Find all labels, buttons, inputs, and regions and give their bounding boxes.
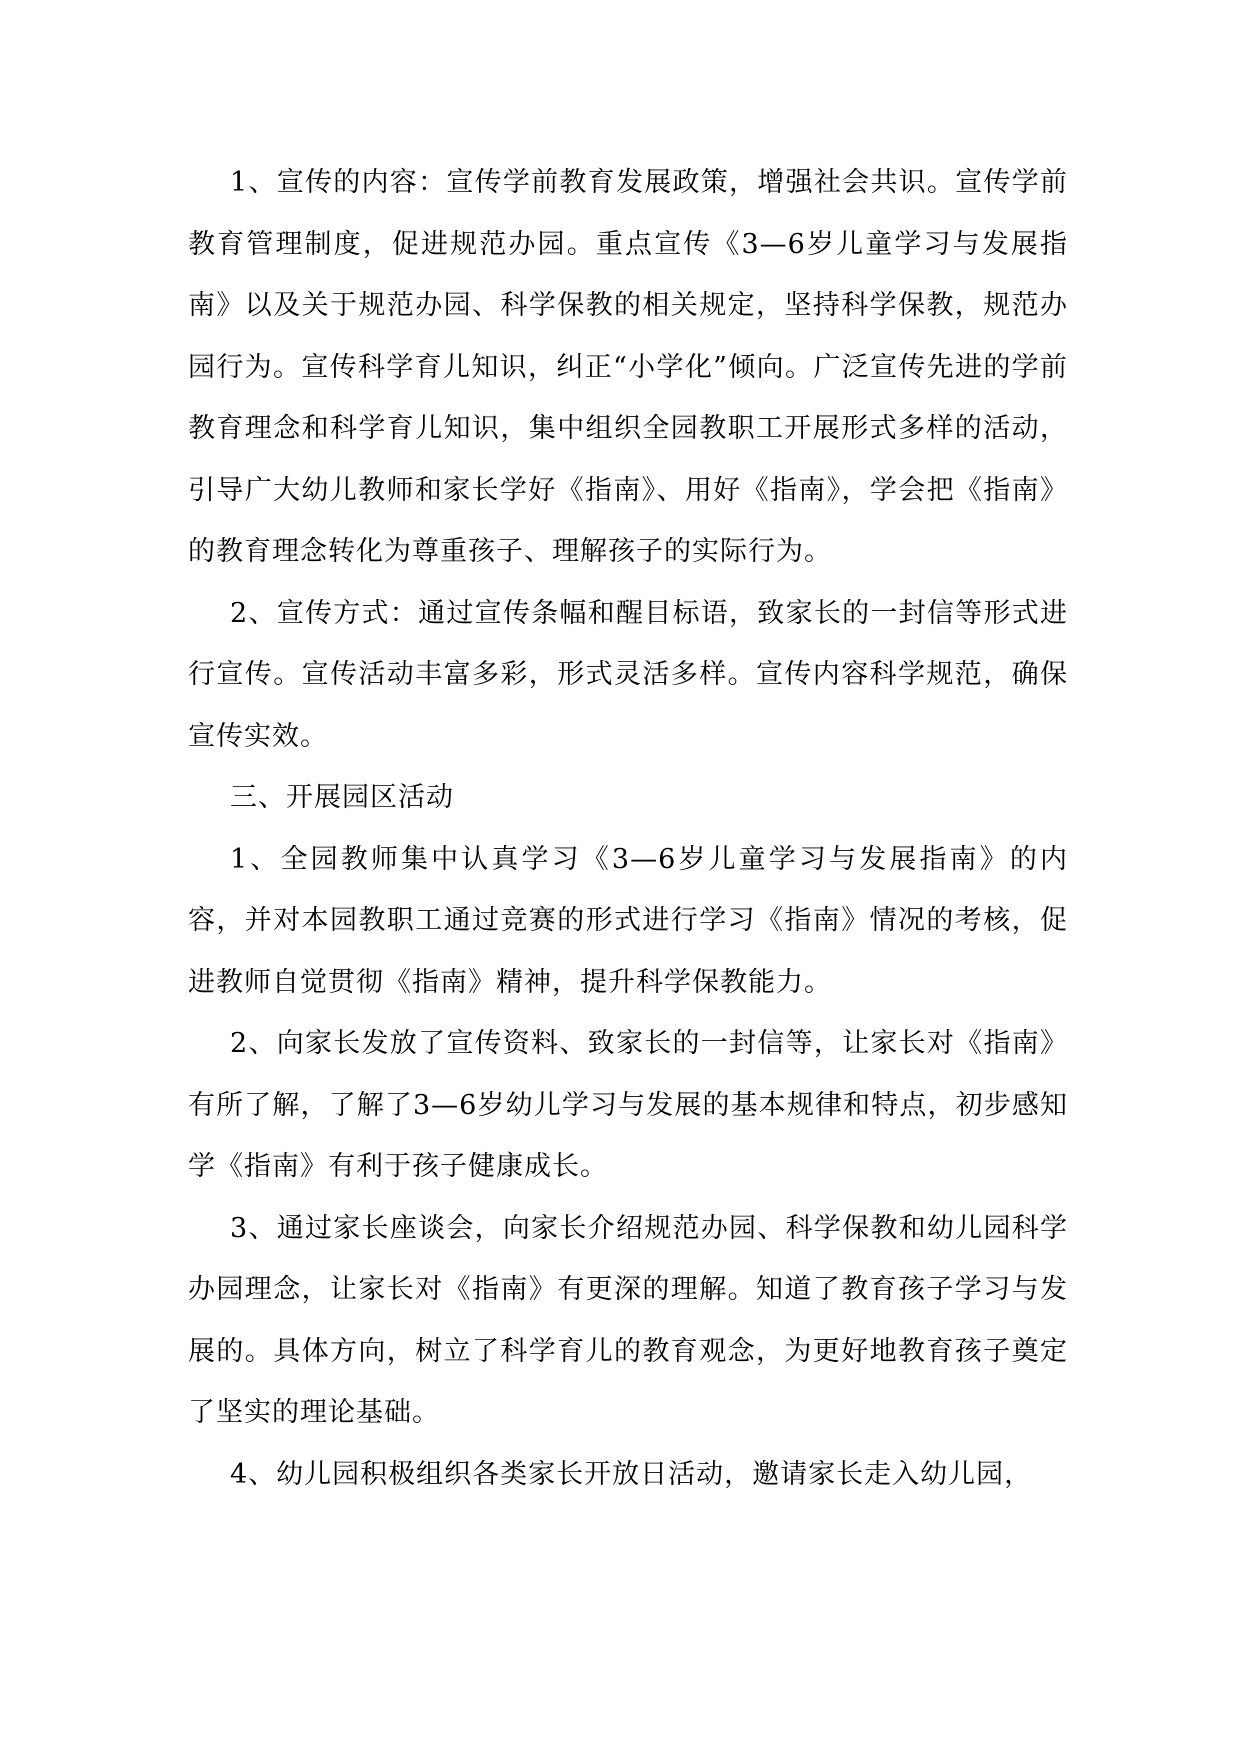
paragraph-parent-materials: 2、向家长发放了宣传资料、致家长的一封信等，让家长对《指南》有所了解，了解了3—6岁幼儿学习与发展的基本规律和特点，初步感知学《指南》有利于孩子健康成长。 [188,1028,1068,1182]
paragraph-parent-meeting: 3、通过家长座谈会，向家长介绍规范办园、科学保教和幼儿园科学办园理念，让家长对《指南》有更深的理解。知道了教育孩子学习与发展的。具体方向，树立了科学育儿的教育观念，为更好地教育孩子奠定了坚实的理论基础。 [188,1212,1068,1428]
paragraph-publicity-method: 2、宣传方式：通过宣传条幅和醒目标语，致家长的一封信等形式进行宣传。宣传活动丰富多彩，形式灵活多样。宣传内容科学规范，确保宣传实效。 [188,597,1068,752]
paragraph-open-day: 4、幼儿园积极组织各类家长开放日活动，邀请家长走入幼儿园， [230,1458,1033,1490]
paragraph-teacher-study: 1、全园教师集中认真学习《3—6岁儿童学习与发展指南》的内容，并对本园教职工通过竞赛的形式进行学习《指南》情况的考核，促进教师自觉贯彻《指南》精神，提升科学保教能力。 [188,843,1068,998]
section-heading-activities: 三、开展园区活动 [230,782,454,813]
document-body [188,152,1068,1505]
paragraph-publicity-content: 1、宣传的内容：宣传学前教育发展政策，增强社会共识。宣传学前教育管理制度，促进规范办园。重点宣传《3—6岁儿童学习与发展指南》以及关于规范办园、科学保教的相关规定，坚持科学保教，规范办园行为。宣传科学育儿知识，纠正“小学化”倾向。广泛宣传先进的学前教育理念和科学育儿知识，集中组织全园教职工开展形式多样的活动，引导广大幼儿教师和家长学好《指南》、用好《指南》，学会把《指南》的教育理念转化为尊重孩子、理解孩子的实际行为。 [188,167,1068,567]
